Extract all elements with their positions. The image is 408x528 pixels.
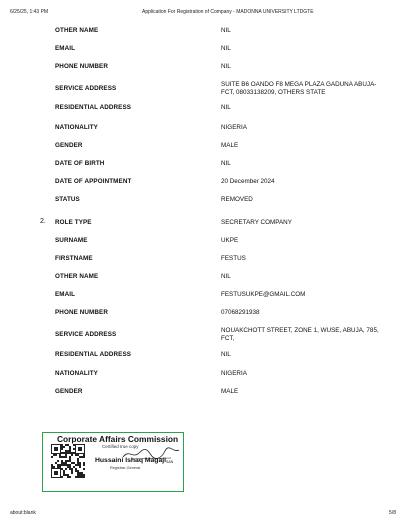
row-label: ROLE TYPE — [55, 219, 92, 226]
row-label: SURNAME — [55, 237, 88, 244]
certification-stamp — [42, 432, 184, 492]
row-value: NIL — [221, 104, 231, 111]
row-label: DATE OF BIRTH — [55, 160, 105, 167]
row-label: RESIDENTIAL ADDRESS — [55, 351, 132, 358]
row-label: PHONE NUMBER — [55, 309, 108, 316]
row-value: FESTUS — [221, 255, 246, 262]
row-value: 20 December 2024 — [221, 178, 275, 185]
row-value: REMOVED — [221, 196, 253, 203]
row-value: NIL — [221, 63, 231, 70]
row-label: FIRSTNAME — [55, 255, 93, 262]
row-label: DATE OF APPOINTMENT — [55, 178, 132, 185]
row-value: UKPE — [221, 237, 239, 244]
print-datetime: 6/25/25, 1:43 PM — [10, 9, 49, 15]
document-title: Application For Registration of Company - MADONNA UNIVERSITY LTDGTE — [142, 9, 314, 15]
row-label: GENDER — [55, 142, 83, 149]
row-value: NIGERIA — [221, 124, 247, 131]
row-value: FESTUSUKPE@GMAIL.COM — [221, 291, 306, 298]
row-value: NOUAKCHOTT STREET, ZONE 1, WUSE, ABUJA, 785, FCT, — [221, 327, 379, 342]
qr-code-icon — [51, 444, 85, 478]
row-label: OTHER NAME — [55, 27, 99, 34]
row-label: SERVICE ADDRESS — [55, 85, 117, 92]
page-number: 5/8 — [389, 510, 396, 516]
stamp-signatory-role: SAN — [166, 460, 174, 464]
row-value: SECRETARY COMPANY — [221, 219, 292, 226]
row-label: EMAIL — [55, 45, 76, 52]
row-value: NIL — [221, 27, 231, 34]
row-value: NIGERIA — [221, 370, 247, 377]
row-label: GENDER — [55, 388, 83, 395]
row-value: SUITE B6 OANDO F8 MEGA PLAZA GADUNA ABUJA-FCT, 08033138209, OTHERS STATE — [221, 81, 377, 96]
row-value: MALE — [221, 142, 239, 149]
row-value: NIL — [221, 160, 231, 167]
stamp-subtitle: Certified true copy — [102, 444, 139, 449]
row-label: NATIONALITY — [55, 370, 98, 377]
row-value: MALE — [221, 388, 239, 395]
stamp-signatory-name: Hussaini Ishaq Magaji — [95, 457, 167, 464]
row-label: NATIONALITY — [55, 124, 98, 131]
stamp-title: Corporate Affairs Commission — [57, 434, 179, 444]
row-value: NIL — [221, 45, 231, 52]
row-label: SERVICE ADDRESS — [55, 331, 117, 338]
row-label: RESIDENTIAL ADDRESS — [55, 104, 132, 111]
row-value: 07068291938 — [221, 309, 260, 316]
row-label: STATUS — [55, 196, 80, 203]
footer-url: about:blank — [10, 510, 36, 516]
stamp-note: Registrar-General — [110, 466, 141, 470]
row-value: NIL — [221, 351, 231, 358]
row-label: PHONE NUMBER — [55, 63, 108, 70]
row-label: EMAIL — [55, 291, 76, 298]
row-number: 2. — [40, 218, 46, 225]
row-value: NIL — [221, 273, 231, 280]
row-label: OTHER NAME — [55, 273, 99, 280]
